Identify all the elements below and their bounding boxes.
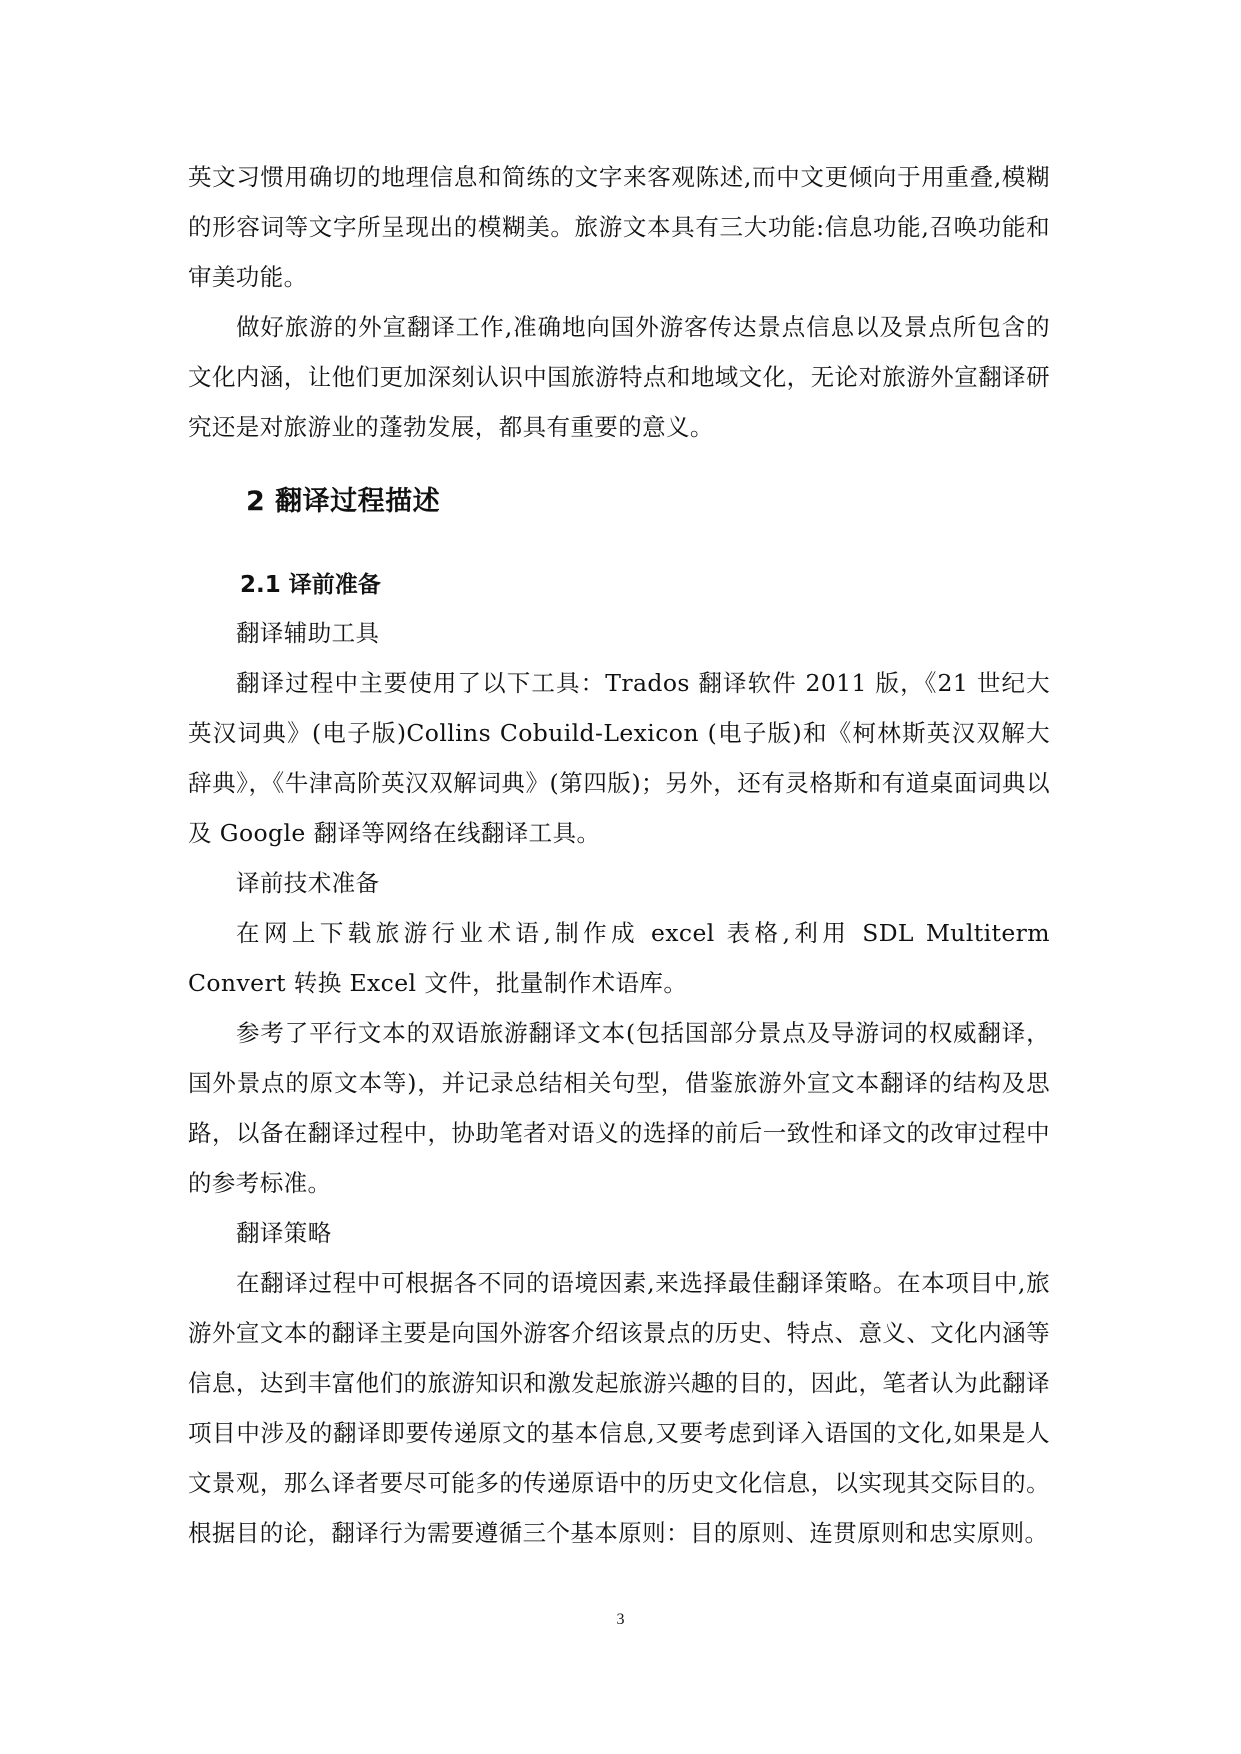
- paragraph-intro-2: 做好旅游的外宣翻译工作,准确地向国外游客传达景点信息以及景点所包含的文化内涵，让他们更加深刻认识中国旅游特点和地域文化，无论对旅游外宣翻译研究还是对旅游业的蓬勃发展，都具有重要的意义。: [188, 313, 1050, 441]
- paragraph-tools: 翻译过程中主要使用了以下工具：Trados 翻译软件 2011 版，《21 世纪大英汉词典》(电子版)Collins Cobuild-Lexicon (电子版)和《柯林斯英汉双解大辞典》，《牛津高阶英汉双解词典》(第四版)；另外，还有灵格斯和有道桌面词典以及 Google 翻译等网络在线翻译工具。: [188, 669, 1050, 847]
- paragraph-intro-1: 英文习惯用确切的地理信息和简练的文字来客观陈述,而中文更倾向于用重叠,模糊的形容词等文字所呈现出的模糊美。旅游文本具有三大功能:信息功能,召唤功能和审美功能。: [188, 163, 1050, 291]
- subheading-tools: 翻译辅助工具: [236, 619, 380, 647]
- intro-block: [188, 152, 1050, 452]
- paragraph-strategy: 在翻译过程中可根据各不同的语境因素,来选择最佳翻译策略。在本项目中,旅游外宣文本的翻译主要是向国外游客介绍该景点的历史、特点、意义、文化内涵等信息，达到丰富他们的旅游知识和激发起旅游兴趣的目的，因此，笔者认为此翻译项目中涉及的翻译即要传递原文的基本信息,又要考虑到译入语国的文化,如果是人文景观，那么译者要尽可能多的传递原语中的历史文化信息，以实现其交际目的。根据目的论，翻译行为需要遵循三个基本原则：目的原则、连贯原则和忠实原则。: [188, 1269, 1050, 1547]
- page-number: 3: [616, 1611, 625, 1628]
- section-heading-2-1: 2.1 译前准备: [240, 572, 381, 598]
- chapter-heading: 2 翻译过程描述: [246, 486, 441, 517]
- subheading-strategy: 翻译策略: [236, 1219, 332, 1247]
- paragraph-parallel-texts: 参考了平行文本的双语旅游翻译文本(包括国部分景点及导游词的权威翻译，国外景点的原文本等)，并记录总结相关句型，借鉴旅游外宣文本翻译的结构及思路，以备在翻译过程中，协助笔者对语义的选择的前后一致性和译文的改审过程中的参考标准。: [188, 1019, 1050, 1197]
- paragraph-tech-prep: 在网上下载旅游行业术语,制作成 excel 表格,利用 SDL Multiterm Convert 转换 Excel 文件，批量制作术语库。: [188, 919, 1050, 997]
- subheading-tech-prep: 译前技术准备: [236, 869, 380, 897]
- section-2-1-body: [188, 608, 1050, 1558]
